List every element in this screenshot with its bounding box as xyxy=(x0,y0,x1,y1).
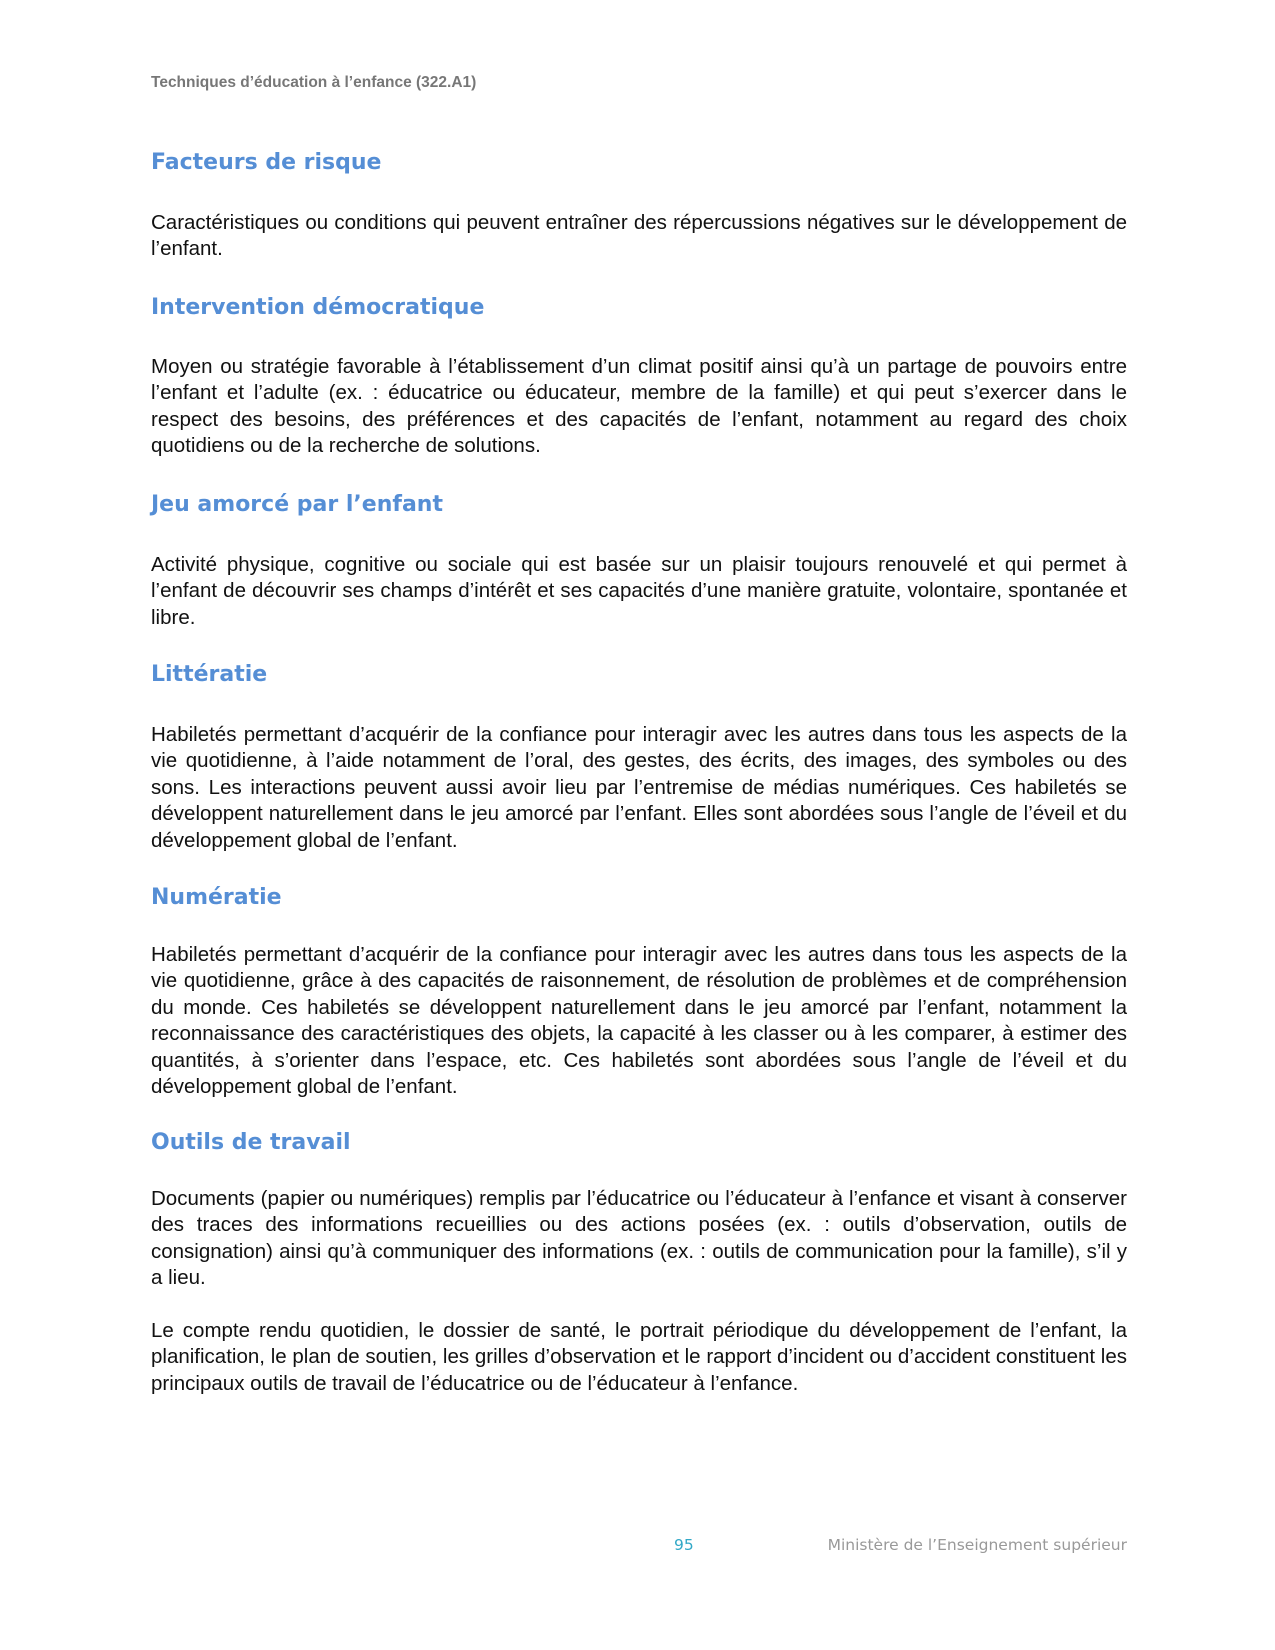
section-paragraph: Habiletés permettant d’acquérir de la confiance pour interagir avec les autres dans tous les aspects de la vie quotidienne, grâce à des capacités de raisonnement, de résolution de problèmes et de compréhension du monde. Ces habiletés se développent naturellement dans le jeu amorcé par l’enfant, notamment la reconnaissance des caractéristiques des objets, la capacité à les classer ou à les comparer, à estimer des quantités, à s’orienter dans l’espace, etc. Ces habiletés sont abordées sous l’angle de l’éveil et du développement global de l’enfant. xyxy=(151,943,1127,1099)
section-paragraph: Activité physique, cognitive ou sociale qui est basée sur un plaisir toujours renouvelé et qui permet à l’enfant de découvrir ses champs d’intérêt et ses capacités d’une manière gratuite, volontaire, spontanée et libre. xyxy=(151,553,1127,629)
section-title: Outils de travail xyxy=(151,1130,351,1155)
running-header: Techniques d’éducation à l’enfance (322.A1) xyxy=(151,74,477,91)
publisher-footer: Ministère de l’Enseignement supérieur xyxy=(827,1536,1127,1554)
section-paragraph: Documents (papier ou numériques) remplis par l’éducatrice ou l’éducateur à l’enfance et visant à conserver des traces des informations recueillies ou des actions posées (ex. : outils d’observation, outils de consignation) ainsi qu’à communiquer des informations (ex. : outils de communication pour la famille), s’il y a lieu. xyxy=(151,1187,1127,1290)
page-number: 95 xyxy=(674,1536,694,1554)
section-paragraph: Moyen ou stratégie favorable à l’établissement d’un climat positif ainsi qu’à un partage de pouvoirs entre l’enfant et l’adulte (ex. : éducatrice ou éducateur, membre de la famille) et qui peut s’exercer dans le respect des besoins, des préférences et des capacités de l’enfant, notamment au regard des choix quotidiens ou de la recherche de solutions. xyxy=(151,355,1127,458)
section-paragraph: Caractéristiques ou conditions qui peuvent entraîner des répercussions négatives sur le développement de l’enfant. xyxy=(151,211,1127,261)
section-title: Jeu amorcé par l’enfant xyxy=(151,492,443,517)
section-paragraph: Le compte rendu quotidien, le dossier de santé, le portrait périodique du développement de l’enfant, la planification, le plan de soutien, les grilles d’observation et le rapport d’incident ou d’accident constituent les principaux outils de travail de l’éducatrice ou de l’éducateur à l’enfance. xyxy=(151,1319,1127,1395)
section-title: Facteurs de risque xyxy=(151,150,382,175)
section-paragraph: Habiletés permettant d’acquérir de la confiance pour interagir avec les autres dans tous les aspects de la vie quotidienne, à l’aide notamment de l’oral, des gestes, des écrits, des images, des symboles ou des sons. Les interactions peuvent aussi avoir lieu par l’entremise de médias numériques. Ces habiletés se développent naturellement dans le jeu amorcé par l’enfant. Elles sont abordées sous l’angle de l’éveil et du développement global de l’enfant. xyxy=(151,723,1127,852)
section-title: Numératie xyxy=(151,885,282,910)
section-title: Littératie xyxy=(151,662,268,687)
section-title: Intervention démocratique xyxy=(151,295,485,320)
